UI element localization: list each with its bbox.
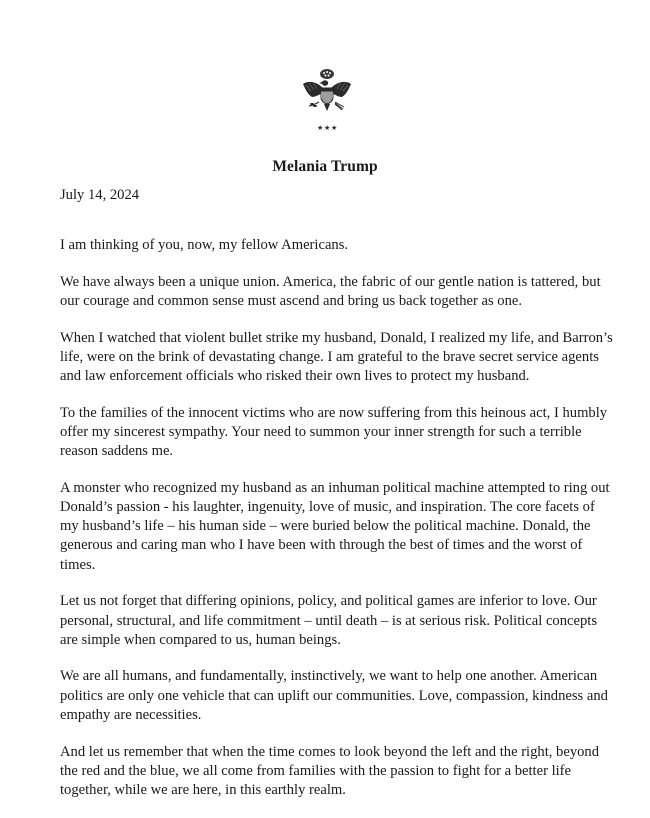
svg-text:★: ★: [324, 124, 331, 132]
letter-date: July 14, 2024: [60, 187, 140, 203]
svg-text:★: ★: [317, 124, 324, 132]
eagle-seal-icon: [295, 66, 359, 138]
letter-body: [60, 236, 616, 818]
paragraph: When I watched that violent bullet strike my husband, Donald, I realized my life, and Barron’s life, were on the brink of devastating change. I am grateful to the brave secret service agents and law enforcement officials who risked their own lives to protect my husband.: [60, 329, 613, 385]
paragraph: We are all humans, and fundamentally, instinctively, we want to help one another. American politics are only one vehicle that can uplift our communities. Love, compassion, kindness and empathy are necessities.: [60, 668, 608, 723]
paragraph: We have always been a unique union. America, the fabric of our gentle nation is tattered, but our courage and common sense must ascend and bring us back together as one.: [60, 273, 601, 309]
paragraph: And let us remember that when the time comes to look beyond the left and the right, beyond the red and the blue, we all come from families with the passion to fight for a better life together, while we are here, in this earthly realm.: [60, 743, 600, 798]
svg-text:★: ★: [331, 124, 338, 132]
paragraph: I am thinking of you, now, my fellow Americans.: [60, 237, 349, 253]
paragraph: Let us not forget that differing opinions, policy, and political games are inferior to love. Our personal, structural, and life commitment – until death – is at serious risk. Political concepts are simple when compared to us, human beings.: [60, 593, 598, 648]
author-heading: Melania Trump: [272, 158, 378, 175]
paragraph: A monster who recognized my husband as an inhuman political machine attempted to ring out Donald’s passion - his laughter, ingenuity, love of music, and inspiration. The core facets of my husband’s life – his human side – were buried below the political machine. Donald, the generous and caring man who I have been with through the best of times and the worst of times.: [60, 479, 610, 573]
paragraph: To the families of the innocent victims who are now suffering from this heinous act, I humbly offer my sincerest sympathy. Your need to summon your inner strength for such a terrible reason saddens me.: [60, 404, 608, 460]
